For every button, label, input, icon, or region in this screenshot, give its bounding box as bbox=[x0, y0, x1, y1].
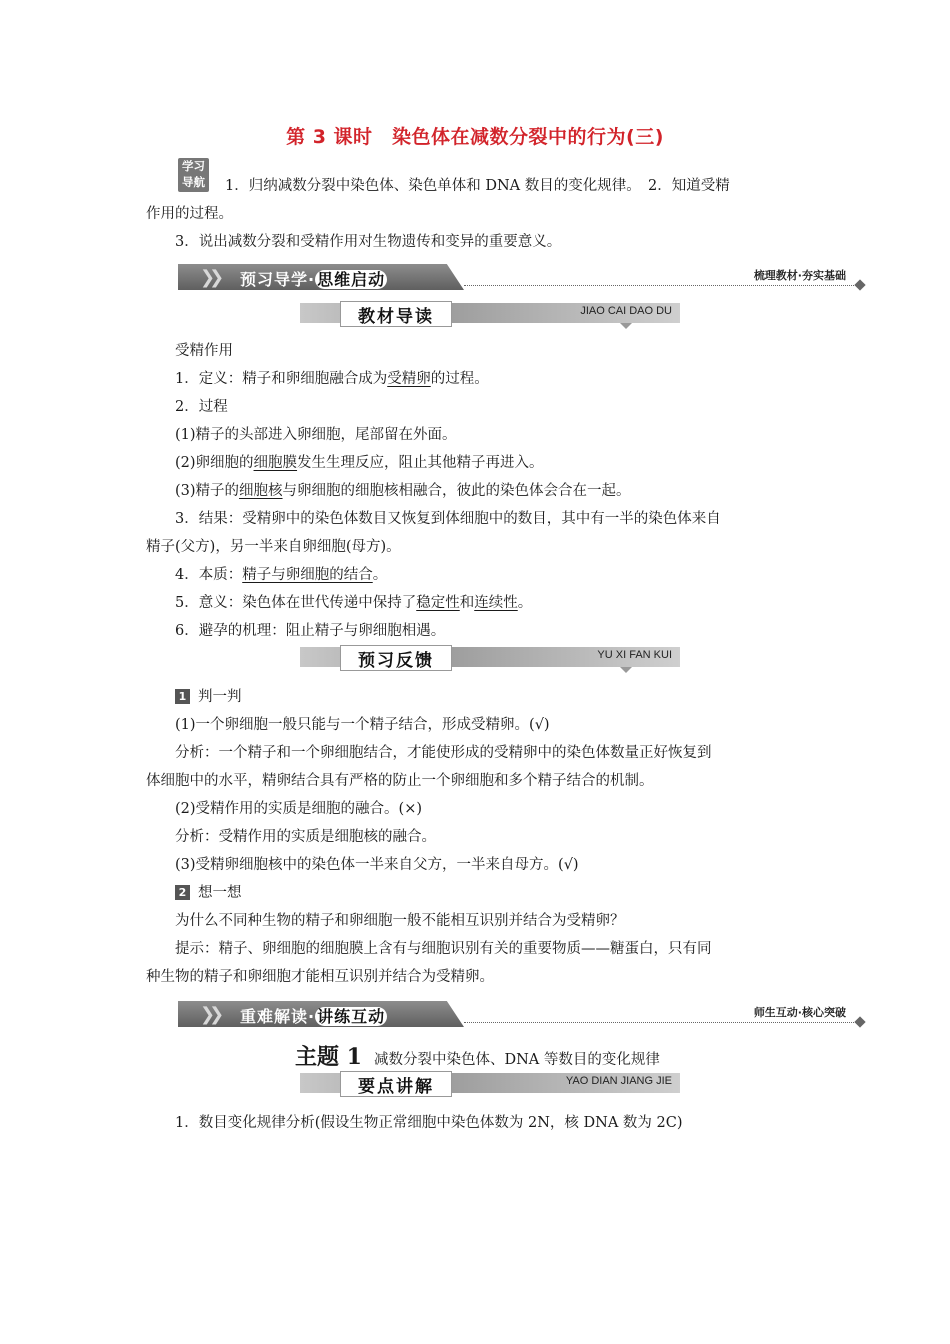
result-line-2: 精子(父方)，另一半来自卵细胞(母方)。 bbox=[146, 539, 401, 555]
text: 发生生理反应，阻止其他精子再进入。 bbox=[297, 455, 544, 471]
underlined-term: 细胞核 bbox=[239, 483, 283, 499]
subheader-key-points bbox=[300, 1071, 680, 1099]
topic-label: 主题 1 bbox=[295, 1044, 362, 1070]
definition-line bbox=[175, 365, 837, 393]
process-heading: 2．过程 bbox=[175, 399, 228, 415]
underlined-term: 稳定性 bbox=[416, 595, 460, 611]
subheader-pinyin: YU XI FAN KUI bbox=[597, 649, 672, 661]
badge-line-1: 学习 bbox=[182, 159, 205, 173]
think-question: 为什么不同种生物的精子和卵细胞一般不能相互识别并结合为受精卵？ bbox=[175, 913, 625, 929]
result-line-1: 3．结果：受精卵中的染色体数目又恢复到体细胞中的数目，其中有一半的染色体来自 bbox=[175, 511, 721, 527]
process-step-2 bbox=[175, 449, 837, 477]
topic-heading bbox=[295, 1040, 660, 1071]
double-chevron-icon: ❯❯ bbox=[200, 1004, 219, 1025]
content-heading: 受精作用 bbox=[175, 343, 233, 359]
subheader-label: 预习反馈 bbox=[358, 651, 434, 671]
process-step-1: (1)精子的头部进入卵细胞，尾部留在外面。 bbox=[175, 427, 457, 443]
banner-title bbox=[240, 1004, 387, 1027]
text: 和 bbox=[459, 595, 475, 611]
subheader-textbook bbox=[300, 301, 680, 329]
meaning-line bbox=[175, 589, 837, 617]
text: (3)精子的 bbox=[175, 483, 240, 499]
text: 4．本质： bbox=[175, 567, 243, 583]
underlined-term: 细胞膜 bbox=[253, 455, 298, 471]
number-badge: 1 bbox=[175, 689, 190, 704]
diamond-icon bbox=[854, 1016, 865, 1027]
banner-right-text: 梳理教材·夯实基础 bbox=[753, 269, 846, 282]
page-title: 第 3 课时 染色体在减数分裂中的行为(三) bbox=[286, 126, 664, 148]
text: (2)卵细胞的 bbox=[175, 455, 254, 471]
underlined-term: 精子与卵细胞的结合 bbox=[242, 567, 373, 583]
badge-line-2: 导航 bbox=[182, 175, 205, 189]
section-banner-preview bbox=[178, 264, 864, 294]
tip-line-2: 种生物的精子和卵细胞才能相互识别并结合为受精卵。 bbox=[146, 969, 494, 985]
text: 。 bbox=[372, 567, 388, 583]
objective-line-1: 1．归纳减数分裂中染色体、染色单体和 DNA 数目的变化规律。 2．知道受精 bbox=[225, 178, 730, 194]
banner-main: 预习导学 bbox=[240, 270, 309, 289]
process-step-3 bbox=[175, 477, 837, 505]
contraception-line: 6．避孕的机理：阻止精子与卵细胞相遇。 bbox=[175, 623, 446, 639]
banner-title bbox=[240, 267, 387, 290]
text: 1．定义：精子和卵细胞融合成为 bbox=[175, 371, 388, 387]
section-banner-key-points bbox=[178, 1001, 864, 1031]
underlined-term: 连续性 bbox=[474, 595, 518, 611]
judge-heading bbox=[175, 683, 837, 711]
essence-line bbox=[175, 561, 837, 589]
objective-line-2: 作用的过程。 bbox=[146, 206, 233, 222]
banner-right-text: 师生互动·核心突破 bbox=[753, 1006, 846, 1019]
subheader-pinyin: YAO DIAN JIANG JIE bbox=[565, 1075, 672, 1087]
analysis-2: 分析：受精作用的实质是细胞核的融合。 bbox=[175, 829, 436, 845]
banner-accent: 讲练互动 bbox=[317, 1007, 386, 1026]
double-chevron-icon: ❯❯ bbox=[200, 267, 219, 288]
analysis-1-line-2: 体细胞中的水平，精卵结合具有严格的防止一个卵细胞和多个精子结合的机制。 bbox=[146, 773, 654, 789]
triangle-down-icon bbox=[620, 667, 632, 673]
analysis-1-line-1: 分析：一个精子和一个卵细胞结合，才能使形成的受精卵中的染色体数量正好恢复到 bbox=[175, 745, 712, 761]
tip-line-1: 提示：精子、卵细胞的细胞膜上含有与细胞识别有关的重要物质——糖蛋白，只有同 bbox=[175, 941, 712, 957]
objective-line-3: 3．说出减数分裂和受精作用对生物遗传和变异的重要意义。 bbox=[175, 234, 562, 250]
question-2: (2)受精作用的实质是细胞的融合。(×) bbox=[175, 801, 423, 817]
triangle-down-icon bbox=[620, 323, 632, 329]
question-3: (3)受精卵细胞核中的染色体一半来自父方，一半来自母方。(√) bbox=[175, 857, 579, 873]
text: 5．意义：染色体在世代传递中保持了 bbox=[175, 595, 417, 611]
topic-text: 减数分裂中染色体、DNA 等数目的变化规律 bbox=[373, 1052, 660, 1068]
dotted-divider bbox=[464, 1022, 856, 1023]
banner-accent: 思维启动 bbox=[317, 270, 386, 289]
text: 。 bbox=[517, 595, 533, 611]
subheader-label: 教材导读 bbox=[358, 307, 434, 327]
think-heading bbox=[175, 879, 837, 907]
underlined-term: 受精卵 bbox=[387, 371, 431, 387]
text: 与卵细胞的细胞核相融合，彼此的染色体会合在一起。 bbox=[282, 483, 631, 499]
banner-dot: · bbox=[308, 270, 316, 289]
text: 想一想 bbox=[198, 885, 242, 901]
text: 判一判 bbox=[198, 689, 242, 705]
subheader-feedback bbox=[300, 645, 680, 673]
question-1: (1)一个卵细胞一般只能与一个精子结合，形成受精卵。(√) bbox=[175, 717, 550, 733]
diamond-icon bbox=[854, 279, 865, 290]
banner-dot: · bbox=[308, 1007, 316, 1026]
banner-main: 重难解读 bbox=[240, 1007, 309, 1026]
study-guide-badge bbox=[178, 158, 209, 192]
dotted-divider bbox=[464, 285, 856, 286]
analysis-line: 1．数目变化规律分析(假设生物正常细胞中染色体数为 2N，核 DNA 数为 2C) bbox=[175, 1115, 683, 1131]
subheader-label: 要点讲解 bbox=[358, 1077, 434, 1097]
text: 的过程。 bbox=[430, 371, 489, 387]
number-badge: 2 bbox=[175, 885, 190, 900]
subheader-pinyin: JIAO CAI DAO DU bbox=[580, 305, 672, 317]
